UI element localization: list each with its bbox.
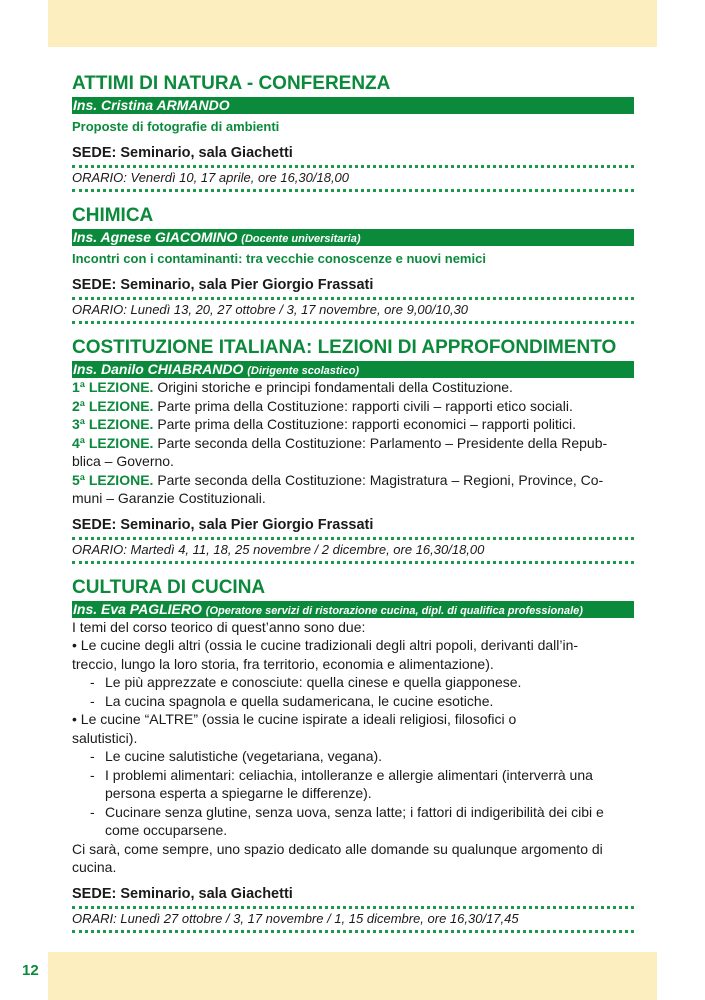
bullet-line: treccio, lungo la loro storia, fra territorio, economia e alimentazione). [72,655,494,672]
bottom-band [48,952,657,1000]
teacher-bar [72,361,634,378]
teacher-role: (Docente universitaria) [241,233,361,245]
bullet-line: • Le cucine “ALTRE” (ossia le cucine ispirate a ideali religiosi, filosofici o [72,711,517,727]
lesson-item [72,434,634,471]
course-location: SEDE: Seminario, sala Giachetti [72,144,634,168]
lesson-text: Parte seconda della Costituzione: Magistratura – Regioni, Province, Co- [157,471,604,488]
lesson-number: 5ª LEZIONE. [72,471,154,488]
course-schedule: ORARI: Lunedì 27 ottobre / 3, 17 novembre / 1, 15 dicembre, ore 16,30/17,45 [72,909,634,933]
lesson-number: 2ª LEZIONE. [72,397,154,414]
course-schedule: ORARIO: Venerdì 10, 17 aprile, ore 16,30/18,00 [72,168,634,192]
lesson-item [72,397,634,416]
course-title: ATTIMI DI NATURA - CONFERENZA [72,73,391,94]
course-location: SEDE: Seminario, sala Giachetti [72,885,634,909]
lesson-item [72,378,634,397]
sub-item-text: Le più apprezzate e conosciute: quella cinese e quella giapponese. [105,674,522,690]
course-cultura-di-cucina [72,576,634,933]
sub-item [72,747,634,766]
dash-glyph: - [90,748,95,764]
dash-glyph: - [90,674,95,690]
lesson-item [72,471,634,508]
teacher-name: Ins. Agnese GIACOMINO [73,229,238,245]
course-subtitle: Incontri con i contaminanti: tra vecchie conoscenze e nuovi nemici [72,251,486,266]
course-attimi-di-natura [72,72,634,192]
teacher-name: Ins. Eva PAGLIERO [73,600,202,617]
sub-item-text-continued: persona esperta a spiegarne le differenze). [105,785,372,801]
lesson-list [72,378,634,508]
teacher-name: Ins. Cristina ARMANDO [73,97,230,113]
course-title: COSTITUZIONE ITALIANA: LEZIONI DI APPROFONDIMENTO [72,337,617,358]
course-title: CULTURA DI CUCINA [72,576,266,598]
sub-item-text: La cucina spagnola e quella sudamericana, le cucine esotiche. [105,692,494,709]
lesson-text: Parte prima della Costituzione: rapporti economici – rapporti politici. [157,416,576,432]
teacher-bar [72,97,634,114]
lesson-text-continued: blica – Governo. [72,453,174,469]
sub-item [72,803,634,840]
lesson-number: 1ª LEZIONE. [72,379,154,395]
course-description [72,618,634,877]
lesson-number: 4ª LEZIONE. [72,434,154,451]
course-location: SEDE: Seminario, sala Pier Giorgio Frassati [72,516,634,540]
teacher-role: (Operatore servizi di ristorazione cucina, dipl. di qualifica professionale) [205,604,583,617]
bullet-line: salutistici). [72,729,138,746]
dash-glyph: - [90,803,95,820]
course-costituzione [72,336,634,564]
bullet-line: • Le cucine degli altri (ossia le cucine tradizionali degli altri popoli, derivanti dall’in- [72,637,579,653]
teacher-bar [72,601,634,618]
sub-item [72,766,634,803]
course-chimica [72,204,634,324]
sub-item [72,692,634,711]
sub-item-text: Cucinare senza glutine, senza uova, senza latte; i fattori di indigeribilità dei cibi e [105,803,604,820]
sub-item-text-continued: come occuparsene. [105,822,228,838]
sub-item [72,673,634,692]
page-content [72,72,634,945]
sub-item-text: Le cucine salutistiche (vegetariana, vegana). [105,748,383,764]
course-schedule: ORARIO: Martedì 4, 11, 18, 25 novembre / 2 dicembre, ore 16,30/18,00 [72,540,634,564]
lesson-item [72,415,634,434]
lesson-text: Parte seconda della Costituzione: Parlamento – Presidente della Repub- [157,434,608,451]
dash-glyph: - [90,766,95,783]
course-location: SEDE: Seminario, sala Pier Giorgio Frassati [72,276,634,300]
teacher-bar [72,229,634,246]
lesson-text: Parte prima della Costituzione: rapporti civili – rapporti etico sociali. [157,397,573,414]
course-subtitle: Proposte di fotografie di ambienti [72,119,280,134]
dash-glyph: - [90,692,95,709]
teacher-role: (Dirigente scolastico) [247,365,360,377]
lesson-number: 3ª LEZIONE. [72,416,154,432]
course-title: CHIMICA [72,205,154,226]
lesson-text: Origini storiche e principi fondamentali della Costituzione. [157,379,513,395]
top-band [48,0,657,47]
intro-text: I temi del corso teorico di quest’anno sono due: [72,618,366,635]
closing-text-continued: cucina. [72,859,117,875]
teacher-name: Ins. Danilo CHIABRANDO [73,361,244,377]
page-number: 12 [22,962,39,979]
course-schedule: ORARIO: Lunedì 13, 20, 27 ottobre / 3, 17 novembre, ore 9,00/10,30 [72,300,634,324]
sub-item-text: I problemi alimentari: celiachia, intolleranze e allergie alimentari (interverrà una [105,766,593,783]
lesson-text-continued: muni – Garanzie Costituzionali. [72,490,266,506]
closing-text: Ci sarà, come sempre, uno spazio dedicato alle domande su qualunque argomento di [72,840,603,857]
